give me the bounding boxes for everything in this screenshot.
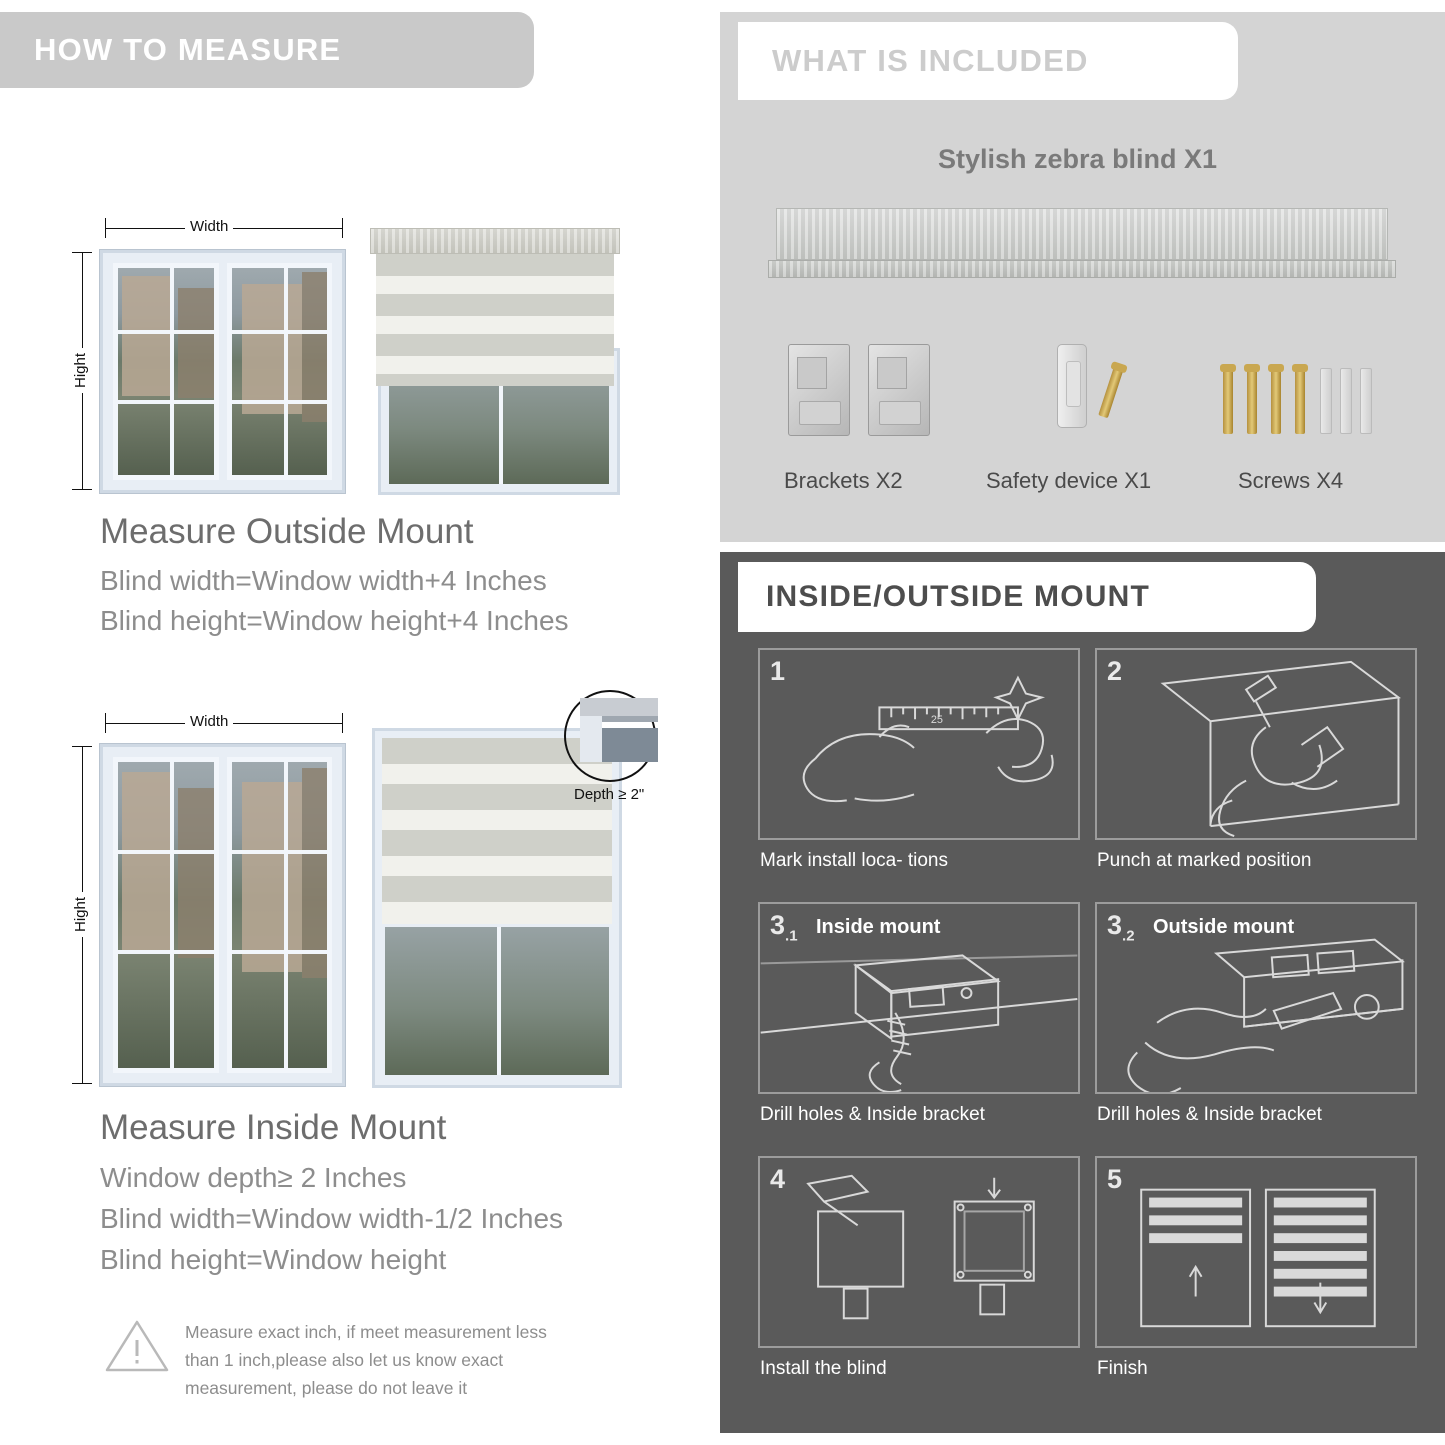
outside-window-illustration	[100, 250, 345, 493]
step-4-caption: Install the blind	[760, 1358, 887, 1379]
included-item-label-1: Safety device X1	[986, 468, 1152, 493]
outside-height-tick-bottom	[72, 489, 92, 490]
step-3-2-number: $3_{.2}$	[1107, 910, 1135, 945]
outside-height-label: Hight	[72, 348, 89, 393]
outside-zebra-fabric	[376, 254, 614, 386]
measurement-note	[105, 1318, 665, 1402]
inside-mount-line-1: Window depth≥ 2 Inches	[100, 1162, 407, 1193]
inside-window-illustration	[100, 744, 345, 1086]
inside-height-tick-top	[72, 746, 92, 747]
note-line-1: Measure exact inch, if meet measurement less	[185, 1322, 547, 1342]
step-1-sketch	[760, 650, 1078, 838]
outside-mount-blind-illustration	[370, 250, 620, 495]
step-3-2	[1095, 902, 1417, 1132]
step-4-number: 4	[770, 1164, 786, 1194]
wall-anchor-part-1	[1320, 368, 1332, 434]
what-is-included-panel	[720, 12, 1445, 542]
step-1	[758, 648, 1080, 878]
screw-part-3	[1271, 368, 1281, 434]
window-sash-right	[227, 757, 333, 1073]
step-2-number: 2	[1107, 656, 1123, 686]
inside-outside-mount-panel	[720, 552, 1445, 1433]
bracket-part-1	[788, 344, 850, 436]
included-item-label-0: Brackets X2	[784, 468, 903, 493]
step-3-2-sketch	[1097, 904, 1415, 1092]
inside-outside-mount-title: INSIDE/OUTSIDE MOUNT	[766, 580, 1151, 613]
outside-mount-title: Measure Outside Mount	[100, 512, 474, 551]
svg-text:25: 25	[930, 714, 943, 727]
outside-width-tick-left	[105, 218, 106, 238]
window-sash-right	[227, 263, 333, 480]
bracket-part-2	[868, 344, 930, 436]
step-3-1	[758, 902, 1080, 1132]
note-line-2: than 1 inch,please also let us know exact	[185, 1350, 504, 1370]
zebra-blind-product-illustration	[768, 208, 1396, 280]
inside-mount-line-3: Blind height=Window height	[100, 1244, 447, 1275]
step-3-1-illustration	[758, 902, 1080, 1094]
step-5-sketch	[1097, 1158, 1415, 1346]
step-4-illustration	[758, 1156, 1080, 1348]
wall-anchor-part-3	[1360, 368, 1372, 434]
step-5-caption: Finish	[1097, 1358, 1148, 1379]
safety-device-part	[1057, 344, 1087, 428]
what-is-included-title: WHAT IS INCLUDED	[772, 43, 1089, 78]
outside-width-tick-right	[342, 218, 343, 238]
inside-outside-mount-header	[738, 562, 1316, 632]
step-5-number: 5	[1107, 1164, 1123, 1194]
step-4-sketch	[760, 1158, 1078, 1346]
step-2	[1095, 648, 1417, 878]
step-3-2-subtitle: Outside mount	[1153, 916, 1295, 938]
window-sash-left	[113, 263, 219, 480]
step-3-1-caption: Drill holes & Inside bracket	[760, 1104, 985, 1125]
warning-triangle-icon	[105, 1318, 169, 1374]
inside-height-label: Hight	[72, 892, 89, 937]
included-product-title: Stylish zebra blind X1	[938, 144, 1218, 174]
screw-part-1	[1223, 368, 1233, 434]
inside-width-tick-right	[342, 713, 343, 733]
step-2-illustration	[1095, 648, 1417, 840]
step-4	[758, 1156, 1080, 1386]
step-2-caption: Punch at marked position	[1097, 850, 1312, 871]
screw-part-2	[1247, 368, 1257, 434]
inside-mount-line-2: Blind width=Window width-1/2 Inches	[100, 1203, 564, 1234]
depth-callout-detail	[580, 698, 660, 764]
step-3-2-illustration	[1095, 902, 1417, 1094]
note-line-3: measurement, please do not leave it	[185, 1378, 468, 1398]
step-5-illustration	[1095, 1156, 1417, 1348]
step-2-sketch	[1097, 650, 1415, 838]
outside-mount-line-1: Blind width=Window width+4 Inches	[100, 565, 547, 596]
what-is-included-header	[738, 22, 1238, 100]
inside-width-tick-left	[105, 713, 106, 733]
inside-height-tick-bottom	[72, 1083, 92, 1084]
step-3-1-subtitle: Inside mount	[816, 916, 941, 938]
outside-width-label: Width	[185, 218, 233, 235]
inside-mount-title: Measure Inside Mount	[100, 1108, 447, 1147]
right-column	[720, 0, 1445, 1445]
outside-mount-line-2: Blind height=Window height+4 Inches	[100, 605, 569, 636]
how-to-measure-column	[0, 0, 716, 1445]
step-3-1-number: $3_{.1}$	[770, 910, 798, 945]
step-1-number: 1	[770, 656, 786, 686]
how-to-measure-header	[0, 12, 534, 88]
screw-part-4	[1295, 368, 1305, 434]
wall-anchor-part-2	[1340, 368, 1352, 434]
included-item-label-2: Screws X4	[1238, 468, 1344, 493]
step-1-caption: Mark install loca- tions	[760, 850, 948, 871]
inside-mount-diagram	[0, 698, 716, 1098]
safety-screw-part	[1098, 366, 1124, 419]
outside-mount-diagram	[0, 100, 716, 510]
depth-label: Depth ≥ 2"	[574, 786, 645, 803]
outside-height-tick-top	[72, 252, 92, 253]
step-1-illustration	[758, 648, 1080, 840]
window-sash-left	[113, 757, 219, 1073]
how-to-measure-title: HOW TO MEASURE	[34, 32, 342, 67]
inside-width-label: Width	[185, 713, 233, 730]
step-3-1-sketch	[760, 904, 1078, 1092]
step-3-2-caption: Drill holes & Inside bracket	[1097, 1104, 1322, 1125]
step-5	[1095, 1156, 1417, 1386]
